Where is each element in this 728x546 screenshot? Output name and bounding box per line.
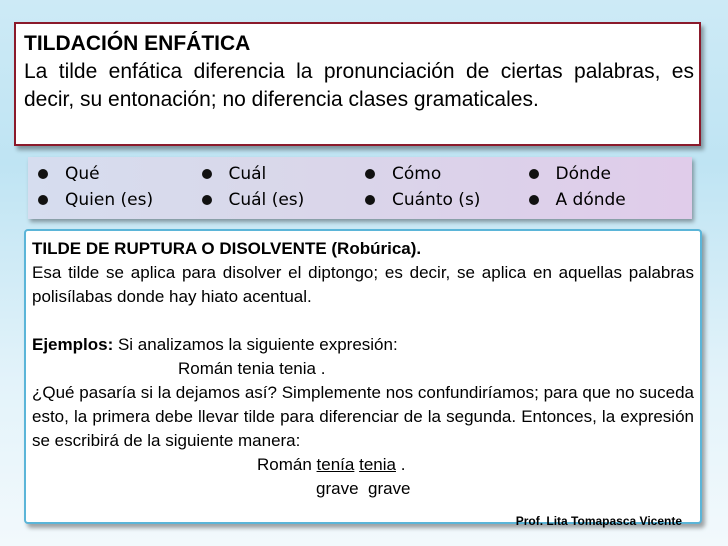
- bullet-item: [202, 187, 366, 213]
- bullet-column: [202, 161, 366, 219]
- grave-label-2: grave: [367, 479, 411, 498]
- bullet-icon: [529, 195, 539, 205]
- bullet-text: Cuál: [228, 164, 267, 184]
- ex2-word1: Román: [257, 455, 312, 474]
- bullet-icon: [529, 169, 539, 179]
- bullet-icon: [38, 169, 48, 179]
- ex2-end: .: [400, 455, 406, 474]
- signature: Prof. Lita Tomapasca Vicente: [515, 514, 682, 528]
- ejemplos-text: Si analizamos la siguiente expresión:: [113, 335, 398, 354]
- bullet-item: [202, 161, 366, 187]
- enfatica-box: [14, 22, 701, 146]
- ruptura-intro: Esa tilde se aplica para disolver el diptongo; es decir, se aplica en aquellas palabras polisílabas donde hay hiato acentual.: [32, 263, 694, 306]
- bullet-item: [38, 187, 202, 213]
- bullet-text: Cuál (es): [228, 190, 305, 210]
- enfatica-title: TILDACIÓN ENFÁTICA: [24, 32, 251, 55]
- enfatica-body: La tilde enfática diferencia la pronunciación de ciertas palabras, es decir, su entonación; no diferencia clases gramaticales.: [24, 60, 694, 111]
- bullet-text: Dónde: [555, 164, 612, 184]
- ruptura-box: [24, 229, 702, 524]
- example-line-1: Román tenia tenia .: [178, 359, 326, 378]
- bullet-icon: [365, 169, 375, 179]
- bullet-column: [38, 161, 202, 219]
- bullet-item: [529, 187, 693, 213]
- bullet-icon: [38, 195, 48, 205]
- bullet-icon: [365, 195, 375, 205]
- ejemplos-line: [32, 333, 694, 357]
- ruptura-question: ¿Qué pasaría si la dejamos así? Simplemente nos confundiríamos; para que no suceda esto, la primera debe llevar tilde para diferenciar de la segunda. Entonces, la expresión se escribirá de la siguiente manera:: [32, 383, 694, 450]
- bullet-column: [529, 161, 693, 219]
- bullet-item: [365, 187, 529, 213]
- bullet-item: [38, 161, 202, 187]
- bullet-icon: [202, 169, 212, 179]
- example-line-2: [32, 453, 694, 477]
- ex2-word2: tenía: [316, 455, 355, 474]
- bullet-list-box: [28, 157, 692, 219]
- ejemplos-label: Ejemplos:: [32, 335, 114, 354]
- grave-label-1: grave: [316, 479, 359, 498]
- bullet-column: [365, 161, 529, 219]
- bullet-item: [529, 161, 693, 187]
- spacer: [32, 309, 694, 333]
- bullet-item: [365, 161, 529, 187]
- bullet-text: Cuánto (s): [392, 190, 481, 210]
- bullet-text: Quien (es): [65, 190, 154, 210]
- bullet-icon: [202, 195, 212, 205]
- bullet-text: Cómo: [392, 164, 442, 184]
- grave-line: [32, 477, 694, 501]
- bullet-text: Qué: [65, 164, 100, 184]
- bullet-text: A dónde: [555, 190, 626, 210]
- ruptura-title: TILDE DE RUPTURA O DISOLVENTE (Robúrica).: [32, 239, 422, 258]
- ex2-word3: tenia: [359, 455, 396, 474]
